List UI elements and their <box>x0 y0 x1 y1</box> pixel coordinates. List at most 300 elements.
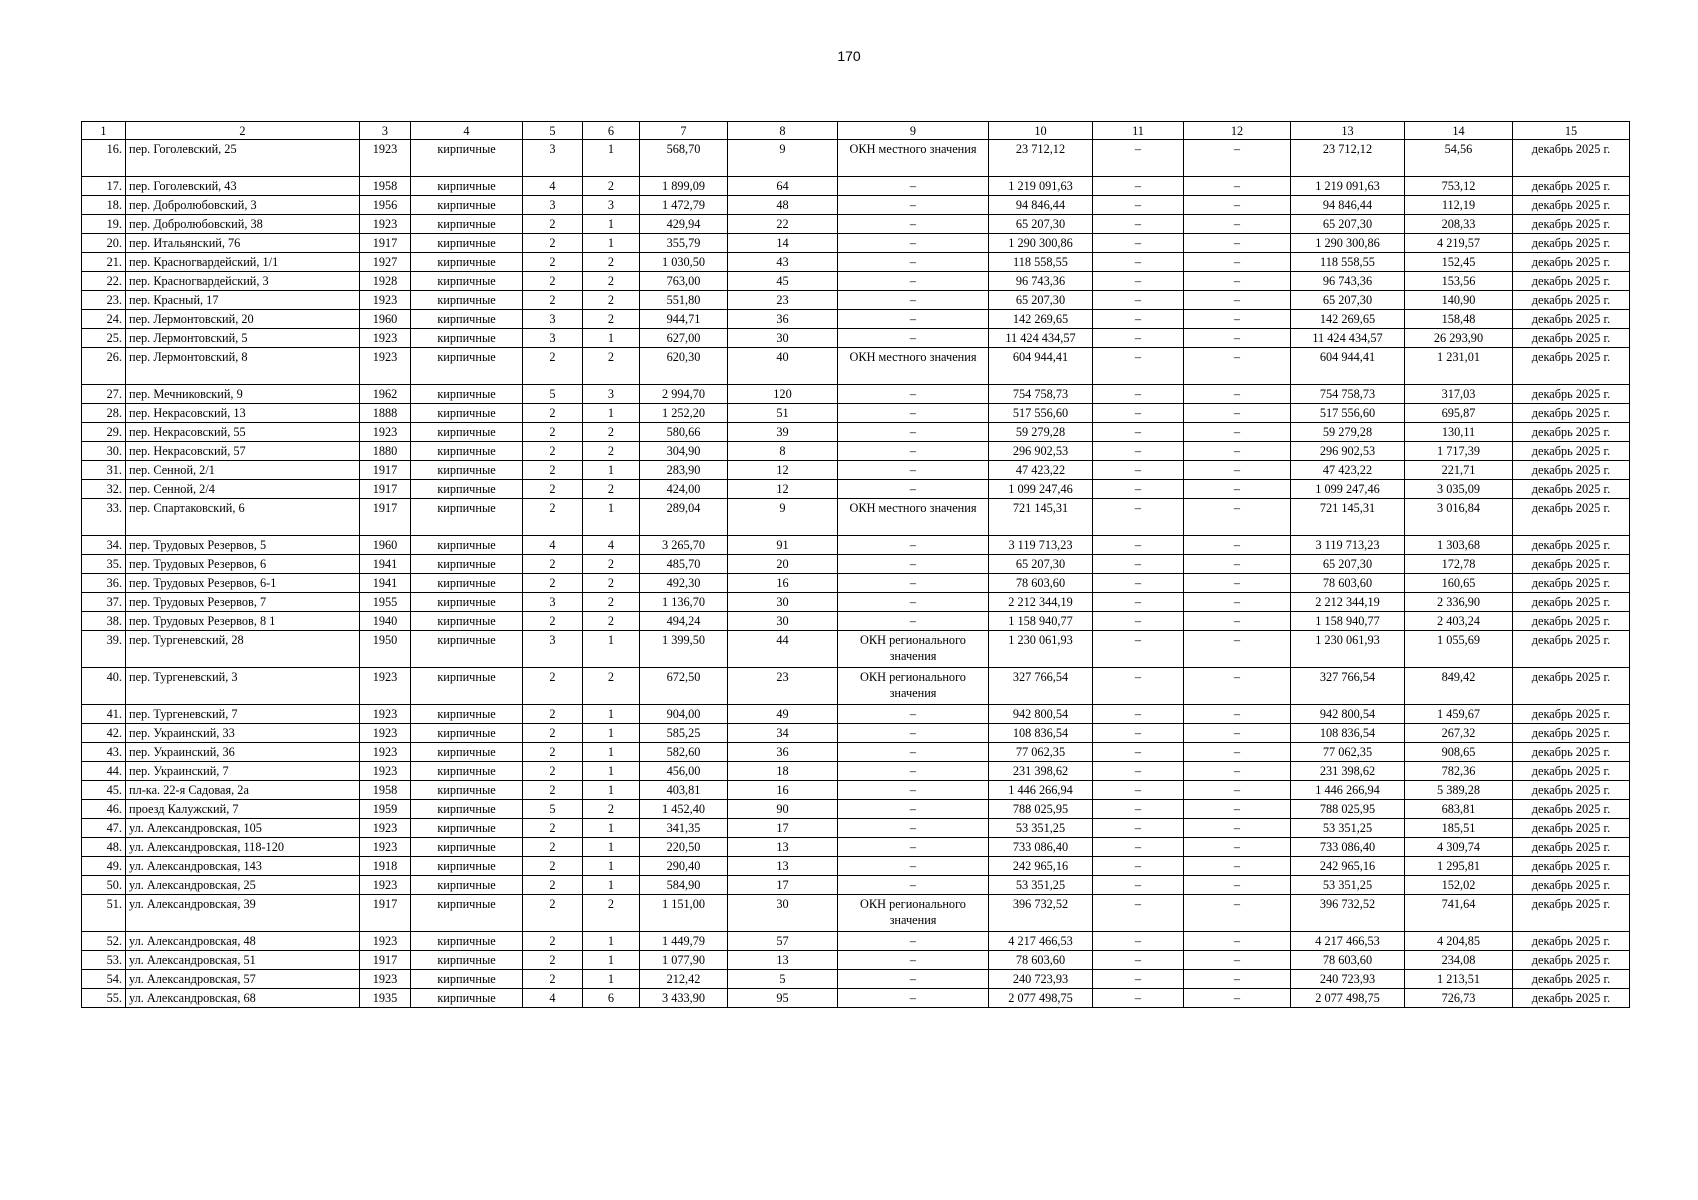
cell-residents: 18 <box>728 762 838 781</box>
cell-heritage-status: ОКН местного значения <box>838 140 989 177</box>
cell-cost-col-11: – <box>1093 762 1184 781</box>
cell-entrances: 2 <box>583 574 640 593</box>
cell-deadline: декабрь 2025 г. <box>1513 762 1630 781</box>
cell-row-index: 45. <box>82 781 126 800</box>
cell-floors: 4 <box>523 177 583 196</box>
cell-deadline: декабрь 2025 г. <box>1513 743 1630 762</box>
cell-area: 551,80 <box>640 291 728 310</box>
cell-floors: 2 <box>523 668 583 705</box>
cell-entrances: 2 <box>583 800 640 819</box>
cell-cost-col-13: 788 025,95 <box>1291 800 1405 819</box>
cell-cost-per-sqm: 1 055,69 <box>1405 631 1513 668</box>
cell-cost-total: 59 279,28 <box>989 423 1093 442</box>
cell-floors: 2 <box>523 574 583 593</box>
cell-cost-col-12: – <box>1184 423 1291 442</box>
cell-year-built: 1950 <box>360 631 411 668</box>
cell-cost-col-11: – <box>1093 838 1184 857</box>
cell-address: проезд Калужский, 7 <box>126 800 360 819</box>
cell-row-index: 53. <box>82 951 126 970</box>
cell-row-index: 17. <box>82 177 126 196</box>
cell-area: 1 030,50 <box>640 253 728 272</box>
table-row <box>82 574 1630 593</box>
cell-wall-material: кирпичные <box>411 253 523 272</box>
cell-cost-per-sqm: 317,03 <box>1405 385 1513 404</box>
cell-cost-col-11: – <box>1093 895 1184 932</box>
cell-wall-material: кирпичные <box>411 385 523 404</box>
cell-cost-col-13: 3 119 713,23 <box>1291 536 1405 555</box>
cell-entrances: 2 <box>583 272 640 291</box>
cell-floors: 2 <box>523 743 583 762</box>
cell-year-built: 1918 <box>360 857 411 876</box>
cell-cost-col-13: 78 603,60 <box>1291 574 1405 593</box>
cell-year-built: 1923 <box>360 970 411 989</box>
cell-address: ул. Александровская, 51 <box>126 951 360 970</box>
cell-cost-per-sqm: 5 389,28 <box>1405 781 1513 800</box>
cell-floors: 5 <box>523 800 583 819</box>
cell-heritage-status: – <box>838 385 989 404</box>
cell-cost-col-11: – <box>1093 140 1184 177</box>
column-number-14: 14 <box>1405 122 1513 140</box>
cell-address: ул. Александровская, 48 <box>126 932 360 951</box>
cell-residents: 34 <box>728 724 838 743</box>
cell-cost-per-sqm: 1 213,51 <box>1405 970 1513 989</box>
cell-cost-col-12: – <box>1184 612 1291 631</box>
cell-cost-col-13: 96 743,36 <box>1291 272 1405 291</box>
table-row <box>82 876 1630 895</box>
cell-row-index: 23. <box>82 291 126 310</box>
cell-row-index: 49. <box>82 857 126 876</box>
cell-address: пер. Трудовых Резервов, 8 1 <box>126 612 360 631</box>
cell-residents: 5 <box>728 970 838 989</box>
cell-row-index: 29. <box>82 423 126 442</box>
cell-floors: 2 <box>523 970 583 989</box>
cell-year-built: 1956 <box>360 196 411 215</box>
cell-address: пер. Гоголевский, 25 <box>126 140 360 177</box>
cell-cost-col-13: 1 290 300,86 <box>1291 234 1405 253</box>
cell-area: 568,70 <box>640 140 728 177</box>
cell-cost-total: 733 086,40 <box>989 838 1093 857</box>
cell-address: ул. Александровская, 57 <box>126 970 360 989</box>
cell-cost-col-12: – <box>1184 989 1291 1008</box>
cell-area: 3 433,90 <box>640 989 728 1008</box>
cell-cost-col-12: – <box>1184 329 1291 348</box>
cell-cost-per-sqm: 3 035,09 <box>1405 480 1513 499</box>
cell-entrances: 2 <box>583 480 640 499</box>
cell-area: 1 399,50 <box>640 631 728 668</box>
table-row <box>82 442 1630 461</box>
cell-deadline: декабрь 2025 г. <box>1513 555 1630 574</box>
table-row <box>82 329 1630 348</box>
table-row <box>82 480 1630 499</box>
cell-cost-total: 4 217 466,53 <box>989 932 1093 951</box>
cell-residents: 91 <box>728 536 838 555</box>
cell-deadline: декабрь 2025 г. <box>1513 461 1630 480</box>
cell-year-built: 1941 <box>360 574 411 593</box>
cell-cost-per-sqm: 2 336,90 <box>1405 593 1513 612</box>
cell-area: 3 265,70 <box>640 536 728 555</box>
cell-area: 492,30 <box>640 574 728 593</box>
table-row <box>82 970 1630 989</box>
cell-area: 1 252,20 <box>640 404 728 423</box>
column-number-3: 3 <box>360 122 411 140</box>
cell-cost-col-13: 604 944,41 <box>1291 348 1405 385</box>
cell-deadline: декабрь 2025 г. <box>1513 536 1630 555</box>
cell-floors: 2 <box>523 253 583 272</box>
cell-cost-col-12: – <box>1184 857 1291 876</box>
table-row <box>82 593 1630 612</box>
cell-entrances: 1 <box>583 951 640 970</box>
cell-year-built: 1923 <box>360 876 411 895</box>
cell-floors: 2 <box>523 612 583 631</box>
cell-wall-material: кирпичные <box>411 272 523 291</box>
cell-cost-per-sqm: 1 459,67 <box>1405 705 1513 724</box>
cell-deadline: декабрь 2025 г. <box>1513 970 1630 989</box>
table-row <box>82 895 1630 932</box>
cell-area: 1 136,70 <box>640 593 728 612</box>
cell-cost-total: 1 446 266,94 <box>989 781 1093 800</box>
column-number-12: 12 <box>1184 122 1291 140</box>
table-row <box>82 499 1630 536</box>
cell-cost-col-12: – <box>1184 762 1291 781</box>
cell-cost-col-13: 2 212 344,19 <box>1291 593 1405 612</box>
cell-cost-col-11: – <box>1093 800 1184 819</box>
cell-area: 584,90 <box>640 876 728 895</box>
cell-cost-col-13: 77 062,35 <box>1291 743 1405 762</box>
cell-cost-total: 2 212 344,19 <box>989 593 1093 612</box>
cell-cost-col-12: – <box>1184 705 1291 724</box>
cell-floors: 2 <box>523 819 583 838</box>
cell-deadline: декабрь 2025 г. <box>1513 705 1630 724</box>
cell-address: ул. Александровская, 39 <box>126 895 360 932</box>
cell-year-built: 1923 <box>360 705 411 724</box>
cell-cost-col-11: – <box>1093 781 1184 800</box>
cell-residents: 36 <box>728 310 838 329</box>
cell-entrances: 3 <box>583 385 640 404</box>
cell-row-index: 47. <box>82 819 126 838</box>
cell-cost-col-12: – <box>1184 631 1291 668</box>
cell-cost-per-sqm: 158,48 <box>1405 310 1513 329</box>
cell-area: 355,79 <box>640 234 728 253</box>
cell-area: 456,00 <box>640 762 728 781</box>
cell-floors: 2 <box>523 876 583 895</box>
cell-deadline: декабрь 2025 г. <box>1513 329 1630 348</box>
cell-cost-per-sqm: 172,78 <box>1405 555 1513 574</box>
cell-cost-per-sqm: 54,56 <box>1405 140 1513 177</box>
cell-cost-col-11: – <box>1093 404 1184 423</box>
cell-cost-col-13: 94 846,44 <box>1291 196 1405 215</box>
cell-residents: 12 <box>728 461 838 480</box>
cell-cost-col-12: – <box>1184 140 1291 177</box>
cell-area: 627,00 <box>640 329 728 348</box>
cell-cost-col-11: – <box>1093 876 1184 895</box>
cell-cost-col-13: 1 219 091,63 <box>1291 177 1405 196</box>
cell-wall-material: кирпичные <box>411 800 523 819</box>
cell-wall-material: кирпичные <box>411 329 523 348</box>
cell-year-built: 1917 <box>360 951 411 970</box>
cell-cost-col-13: 1 230 061,93 <box>1291 631 1405 668</box>
cell-address: ул. Александровская, 118-120 <box>126 838 360 857</box>
cell-cost-per-sqm: 908,65 <box>1405 743 1513 762</box>
cell-year-built: 1923 <box>360 215 411 234</box>
cell-wall-material: кирпичные <box>411 499 523 536</box>
table-row <box>82 631 1630 668</box>
cell-residents: 9 <box>728 140 838 177</box>
table-row <box>82 215 1630 234</box>
cell-cost-per-sqm: 2 403,24 <box>1405 612 1513 631</box>
cell-deadline: декабрь 2025 г. <box>1513 253 1630 272</box>
cell-cost-col-12: – <box>1184 215 1291 234</box>
cell-address: пер. Добролюбовский, 38 <box>126 215 360 234</box>
column-number-1: 1 <box>82 122 126 140</box>
cell-floors: 3 <box>523 196 583 215</box>
cell-cost-total: 517 556,60 <box>989 404 1093 423</box>
cell-deadline: декабрь 2025 г. <box>1513 423 1630 442</box>
cell-area: 283,90 <box>640 461 728 480</box>
cell-cost-col-11: – <box>1093 461 1184 480</box>
cell-wall-material: кирпичные <box>411 989 523 1008</box>
cell-residents: 16 <box>728 574 838 593</box>
cell-cost-col-11: – <box>1093 743 1184 762</box>
cell-residents: 8 <box>728 442 838 461</box>
cell-cost-col-12: – <box>1184 480 1291 499</box>
cell-heritage-status: – <box>838 215 989 234</box>
cell-wall-material: кирпичные <box>411 781 523 800</box>
cell-row-index: 31. <box>82 461 126 480</box>
cell-entrances: 1 <box>583 631 640 668</box>
cell-area: 403,81 <box>640 781 728 800</box>
cell-cost-col-11: – <box>1093 631 1184 668</box>
cell-cost-per-sqm: 741,64 <box>1405 895 1513 932</box>
cell-year-built: 1880 <box>360 442 411 461</box>
cell-cost-total: 396 732,52 <box>989 895 1093 932</box>
cell-area: 494,24 <box>640 612 728 631</box>
cell-deadline: декабрь 2025 г. <box>1513 480 1630 499</box>
cell-deadline: декабрь 2025 г. <box>1513 291 1630 310</box>
cell-entrances: 2 <box>583 442 640 461</box>
cell-heritage-status: – <box>838 970 989 989</box>
cell-cost-col-13: 942 800,54 <box>1291 705 1405 724</box>
cell-cost-col-11: – <box>1093 989 1184 1008</box>
cell-cost-col-12: – <box>1184 743 1291 762</box>
cell-year-built: 1923 <box>360 838 411 857</box>
cell-wall-material: кирпичные <box>411 404 523 423</box>
cell-year-built: 1923 <box>360 140 411 177</box>
cell-row-index: 34. <box>82 536 126 555</box>
column-number-10: 10 <box>989 122 1093 140</box>
cell-deadline: декабрь 2025 г. <box>1513 348 1630 385</box>
cell-residents: 44 <box>728 631 838 668</box>
cell-area: 220,50 <box>640 838 728 857</box>
cell-heritage-status: – <box>838 857 989 876</box>
cell-cost-per-sqm: 26 293,90 <box>1405 329 1513 348</box>
cell-cost-total: 788 025,95 <box>989 800 1093 819</box>
cell-deadline: декабрь 2025 г. <box>1513 876 1630 895</box>
cell-heritage-status: – <box>838 291 989 310</box>
cell-cost-col-13: 517 556,60 <box>1291 404 1405 423</box>
cell-cost-col-11: – <box>1093 385 1184 404</box>
cell-cost-per-sqm: 140,90 <box>1405 291 1513 310</box>
cell-heritage-status: – <box>838 876 989 895</box>
cell-heritage-status: – <box>838 574 989 593</box>
cell-cost-col-12: – <box>1184 895 1291 932</box>
cell-residents: 90 <box>728 800 838 819</box>
cell-floors: 3 <box>523 329 583 348</box>
table-row <box>82 932 1630 951</box>
cell-cost-col-13: 142 269,65 <box>1291 310 1405 329</box>
cell-deadline: декабрь 2025 г. <box>1513 819 1630 838</box>
cell-deadline: декабрь 2025 г. <box>1513 895 1630 932</box>
cell-wall-material: кирпичные <box>411 705 523 724</box>
cell-cost-total: 754 758,73 <box>989 385 1093 404</box>
cell-year-built: 1917 <box>360 895 411 932</box>
column-number-13: 13 <box>1291 122 1405 140</box>
cell-year-built: 1923 <box>360 348 411 385</box>
cell-row-index: 35. <box>82 555 126 574</box>
cell-cost-col-12: – <box>1184 310 1291 329</box>
cell-cost-total: 327 766,54 <box>989 668 1093 705</box>
cell-entrances: 1 <box>583 724 640 743</box>
cell-heritage-status: ОКН местного значения <box>838 348 989 385</box>
cell-wall-material: кирпичные <box>411 480 523 499</box>
cell-cost-col-11: – <box>1093 536 1184 555</box>
cell-heritage-status: ОКН регионального значения <box>838 895 989 932</box>
cell-cost-per-sqm: 4 219,57 <box>1405 234 1513 253</box>
cell-address: ул. Александровская, 143 <box>126 857 360 876</box>
cell-residents: 20 <box>728 555 838 574</box>
cell-row-index: 32. <box>82 480 126 499</box>
cell-cost-total: 942 800,54 <box>989 705 1093 724</box>
cell-wall-material: кирпичные <box>411 348 523 385</box>
cell-heritage-status: ОКН местного значения <box>838 499 989 536</box>
cell-cost-total: 118 558,55 <box>989 253 1093 272</box>
cell-entrances: 2 <box>583 555 640 574</box>
cell-row-index: 52. <box>82 932 126 951</box>
cell-cost-per-sqm: 4 204,85 <box>1405 932 1513 951</box>
cell-cost-col-13: 231 398,62 <box>1291 762 1405 781</box>
cell-residents: 23 <box>728 291 838 310</box>
cell-row-index: 25. <box>82 329 126 348</box>
cell-area: 424,00 <box>640 480 728 499</box>
cell-deadline: декабрь 2025 г. <box>1513 140 1630 177</box>
cell-entrances: 1 <box>583 215 640 234</box>
cell-entrances: 1 <box>583 970 640 989</box>
cell-row-index: 28. <box>82 404 126 423</box>
cell-year-built: 1960 <box>360 310 411 329</box>
cell-entrances: 1 <box>583 329 640 348</box>
cell-cost-total: 240 723,93 <box>989 970 1093 989</box>
cell-cost-per-sqm: 726,73 <box>1405 989 1513 1008</box>
cell-residents: 30 <box>728 895 838 932</box>
page-number: 170 <box>837 48 861 64</box>
cell-entrances: 2 <box>583 423 640 442</box>
cell-deadline: декабрь 2025 г. <box>1513 989 1630 1008</box>
cell-cost-col-13: 1 099 247,46 <box>1291 480 1405 499</box>
cell-cost-col-11: – <box>1093 932 1184 951</box>
cell-cost-col-12: – <box>1184 272 1291 291</box>
cell-cost-col-13: 118 558,55 <box>1291 253 1405 272</box>
table-row <box>82 951 1630 970</box>
cell-cost-per-sqm: 152,45 <box>1405 253 1513 272</box>
cell-cost-total: 296 902,53 <box>989 442 1093 461</box>
cell-floors: 5 <box>523 385 583 404</box>
cell-year-built: 1958 <box>360 781 411 800</box>
cell-cost-total: 2 077 498,75 <box>989 989 1093 1008</box>
cell-row-index: 55. <box>82 989 126 1008</box>
table-row <box>82 423 1630 442</box>
cell-year-built: 1955 <box>360 593 411 612</box>
cell-area: 1 077,90 <box>640 951 728 970</box>
cell-cost-col-13: 1 446 266,94 <box>1291 781 1405 800</box>
cell-cost-col-13: 754 758,73 <box>1291 385 1405 404</box>
cell-area: 585,25 <box>640 724 728 743</box>
cell-floors: 2 <box>523 404 583 423</box>
cell-cost-total: 242 965,16 <box>989 857 1093 876</box>
cell-cost-total: 231 398,62 <box>989 762 1093 781</box>
cell-heritage-status: – <box>838 838 989 857</box>
cell-cost-total: 47 423,22 <box>989 461 1093 480</box>
cell-address: пер. Украинский, 33 <box>126 724 360 743</box>
cell-wall-material: кирпичные <box>411 668 523 705</box>
table-row <box>82 461 1630 480</box>
cell-entrances: 1 <box>583 762 640 781</box>
cell-heritage-status: – <box>838 932 989 951</box>
cell-entrances: 2 <box>583 668 640 705</box>
cell-heritage-status: – <box>838 724 989 743</box>
cell-year-built: 1917 <box>360 234 411 253</box>
cell-cost-total: 1 099 247,46 <box>989 480 1093 499</box>
cell-cost-total: 11 424 434,57 <box>989 329 1093 348</box>
cell-area: 290,40 <box>640 857 728 876</box>
table-row <box>82 668 1630 705</box>
cell-cost-total: 65 207,30 <box>989 215 1093 234</box>
cell-area: 944,71 <box>640 310 728 329</box>
cell-residents: 95 <box>728 989 838 1008</box>
cell-address: пер. Трудовых Резервов, 6-1 <box>126 574 360 593</box>
cell-residents: 9 <box>728 499 838 536</box>
cell-wall-material: кирпичные <box>411 536 523 555</box>
cell-deadline: декабрь 2025 г. <box>1513 196 1630 215</box>
cell-heritage-status: – <box>838 593 989 612</box>
cell-cost-col-11: – <box>1093 668 1184 705</box>
cell-deadline: декабрь 2025 г. <box>1513 932 1630 951</box>
cell-entrances: 2 <box>583 348 640 385</box>
cell-residents: 17 <box>728 819 838 838</box>
cell-deadline: декабрь 2025 г. <box>1513 800 1630 819</box>
cell-heritage-status: – <box>838 762 989 781</box>
cell-heritage-status: – <box>838 612 989 631</box>
cell-heritage-status: – <box>838 819 989 838</box>
cell-year-built: 1960 <box>360 536 411 555</box>
cell-area: 1 452,40 <box>640 800 728 819</box>
cell-cost-per-sqm: 208,33 <box>1405 215 1513 234</box>
cell-floors: 2 <box>523 215 583 234</box>
cell-address: пер. Украинский, 36 <box>126 743 360 762</box>
cell-cost-col-12: – <box>1184 404 1291 423</box>
cell-deadline: декабрь 2025 г. <box>1513 838 1630 857</box>
cell-cost-col-13: 47 423,22 <box>1291 461 1405 480</box>
cell-address: пл-ка. 22-я Садовая, 2а <box>126 781 360 800</box>
cell-address: пер. Некрасовский, 55 <box>126 423 360 442</box>
cell-year-built: 1923 <box>360 668 411 705</box>
cell-cost-col-13: 1 158 940,77 <box>1291 612 1405 631</box>
cell-wall-material: кирпичные <box>411 140 523 177</box>
cell-cost-col-11: – <box>1093 329 1184 348</box>
table-row <box>82 762 1630 781</box>
cell-cost-per-sqm: 1 231,01 <box>1405 348 1513 385</box>
cell-cost-per-sqm: 152,02 <box>1405 876 1513 895</box>
cell-cost-total: 77 062,35 <box>989 743 1093 762</box>
cell-address: пер. Некрасовский, 13 <box>126 404 360 423</box>
